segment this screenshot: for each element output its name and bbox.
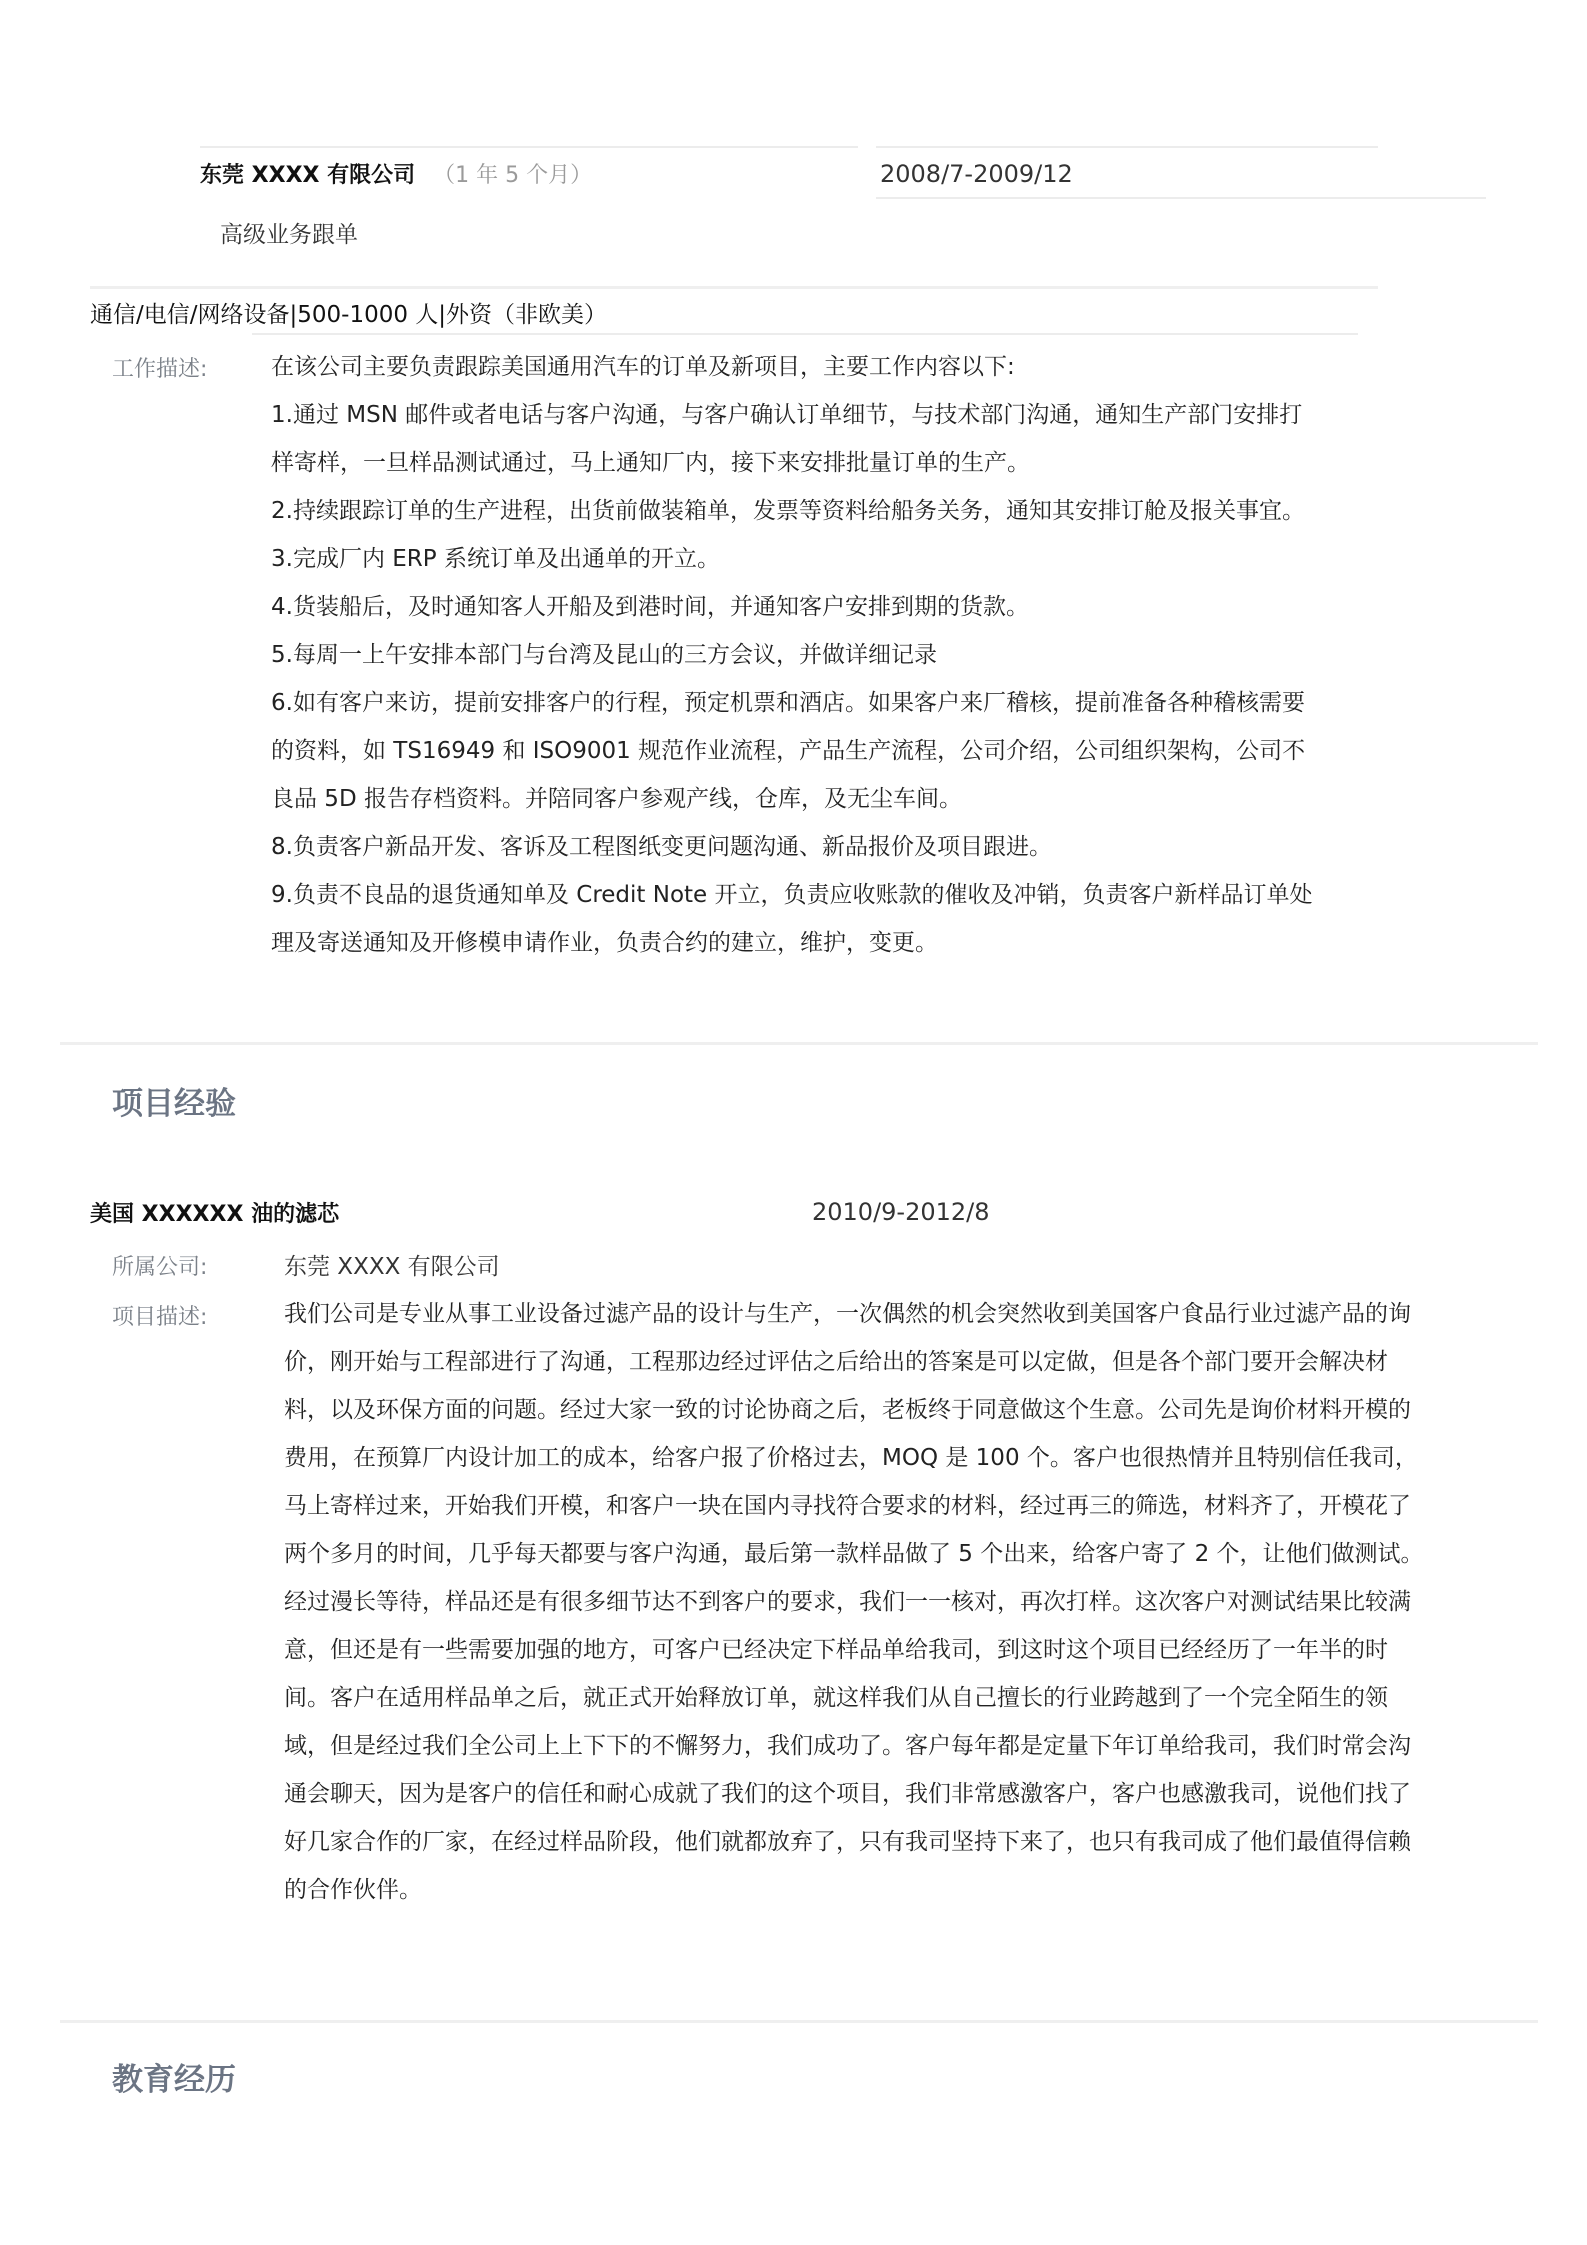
job-date-range: 2008/7-2009/12: [880, 160, 1073, 188]
desc-line: 3.完成厂内 ERP 系统订单及出通单的开立。: [271, 546, 720, 572]
desc-line: 在该公司主要负责跟踪美国通用汽车的订单及新项目，主要工作内容以下:: [271, 354, 1015, 380]
desc-line: 9.负责不良品的退货通知单及 Credit Note 开立，负责应收账款的催收及冲销，负责客户新样品订单处: [271, 882, 1313, 908]
job-desc-label: 工作描述:: [112, 357, 208, 382]
desc-line: 1.通过 MSN 邮件或者电话与客户沟通，与客户确认订单细节，与技术部门沟通，通知生产部门安排打: [271, 402, 1303, 428]
project-desc-label: 项目描述:: [112, 1305, 208, 1330]
divider: [200, 146, 858, 148]
job-industry: 通信/电信/网络设备|500-1000 人|外资（非欧美）: [90, 302, 608, 328]
desc-line: 好几家合作的厂家，在经过样品阶段，他们就都放弃了，只有我司坚持下来了，也只有我司成了他们最值得信赖: [284, 1829, 1411, 1855]
desc-line: 理及寄送通知及开修模申请作业，负责合约的建立，维护，变更。: [271, 930, 938, 956]
desc-line: 料，以及环保方面的问题。经过大家一致的讨论协商之后，老板终于同意做这个生意。公司先是询价材料开模的: [284, 1397, 1411, 1423]
desc-line: 6.如有客户来访，提前安排客户的行程，预定机票和酒店。如果客户来厂稽核，提前准备各种稽核需要: [271, 690, 1305, 716]
project-description: [284, 1290, 1524, 1914]
divider: [876, 197, 1486, 199]
desc-line: 间。客户在适用样品单之后，就正式开始释放订单，就这样我们从自己擅长的行业跨越到了一个完全陌生的领: [284, 1685, 1388, 1711]
desc-line: 的资料，如 TS16949 和 ISO9001 规范作业流程，产品生产流程，公司介绍，公司组织架构，公司不: [271, 738, 1306, 764]
desc-line: 域，但是经过我们全公司上上下下的不懈努力，我们成功了。客户每年都是定量下年订单给我司，我们时常会沟: [284, 1733, 1411, 1759]
desc-line: 2.持续跟踪订单的生产进程，出货前做装箱单，发票等资料给船务关务，通知其安排订舱及报关事宜。: [271, 498, 1305, 524]
desc-line: 8.负责客户新品开发、客诉及工程图纸变更问题沟通、新品报价及项目跟进。: [271, 834, 1052, 860]
divider: [252, 333, 1358, 335]
desc-line: 马上寄样过来，开始我们开模，和客户一块在国内寻找符合要求的材料，经过再三的筛选，材料齐了，开模花了: [284, 1493, 1411, 1519]
desc-line: 样寄样，一旦样品测试通过，马上通知厂内，接下来安排批量订单的生产。: [271, 450, 1030, 476]
section-divider: [60, 1042, 1538, 1045]
project-company: 东莞 XXXX 有限公司: [284, 1254, 500, 1280]
job-position: 高级业务跟单: [220, 222, 358, 248]
job-description: [271, 343, 1371, 967]
project-date-range: 2010/9-2012/8: [812, 1198, 990, 1226]
desc-line: 良品 5D 报告存档资料。并陪同客户参观产线，仓库，及无尘车间。: [271, 786, 962, 812]
desc-line: 的合作伙伴。: [284, 1877, 422, 1903]
desc-line: 经过漫长等待，样品还是有很多细节达不到客户的要求，我们一一核对，再次打样。这次客户对测试结果比较满: [284, 1589, 1411, 1615]
divider: [876, 146, 1378, 148]
section-title-projects: 项目经验: [112, 1086, 236, 1122]
project-title: 美国 XXXXXX 油的滤芯: [90, 1202, 340, 1227]
job-header: [200, 158, 592, 189]
desc-line: 通会聊天，因为是客户的信任和耐心成就了我们的这个项目，我们非常感激客户，客户也感激我司，说他们找了: [284, 1781, 1411, 1807]
desc-line: 两个多月的时间，几乎每天都要与客户沟通，最后第一款样品做了 5 个出来，给客户寄了 2 个，让他们做测试。: [284, 1541, 1424, 1567]
project-company-label: 所属公司:: [112, 1255, 208, 1280]
desc-line: 意，但还是有一些需要加强的地方，可客户已经决定下样品单给我司，到这时这个项目已经经历了一年半的时: [284, 1637, 1388, 1663]
job-duration: （1 年 5 个月）: [433, 163, 593, 188]
desc-line: 4.货装船后，及时通知客人开船及到港时间，并通知客户安排到期的货款。: [271, 594, 1029, 620]
desc-line: 5.每周一上午安排本部门与台湾及昆山的三方会议，并做详细记录: [271, 642, 937, 668]
section-title-education: 教育经历: [112, 2062, 236, 2098]
desc-line: 价，刚开始与工程部进行了沟通，工程那边经过评估之后给出的答案是可以定做，但是各个部门要开会解决材: [284, 1349, 1388, 1375]
divider: [90, 286, 1378, 289]
desc-line: 费用，在预算厂内设计加工的成本，给客户报了价格过去，MOQ 是 100 个。客户也很热情并且特别信任我司，: [284, 1445, 1418, 1471]
section-divider: [60, 2020, 1538, 2023]
company-name: 东莞 XXXX 有限公司: [200, 163, 416, 188]
desc-line: 我们公司是专业从事工业设备过滤产品的设计与生产，一次偶然的机会突然收到美国客户食品行业过滤产品的询: [284, 1301, 1411, 1327]
